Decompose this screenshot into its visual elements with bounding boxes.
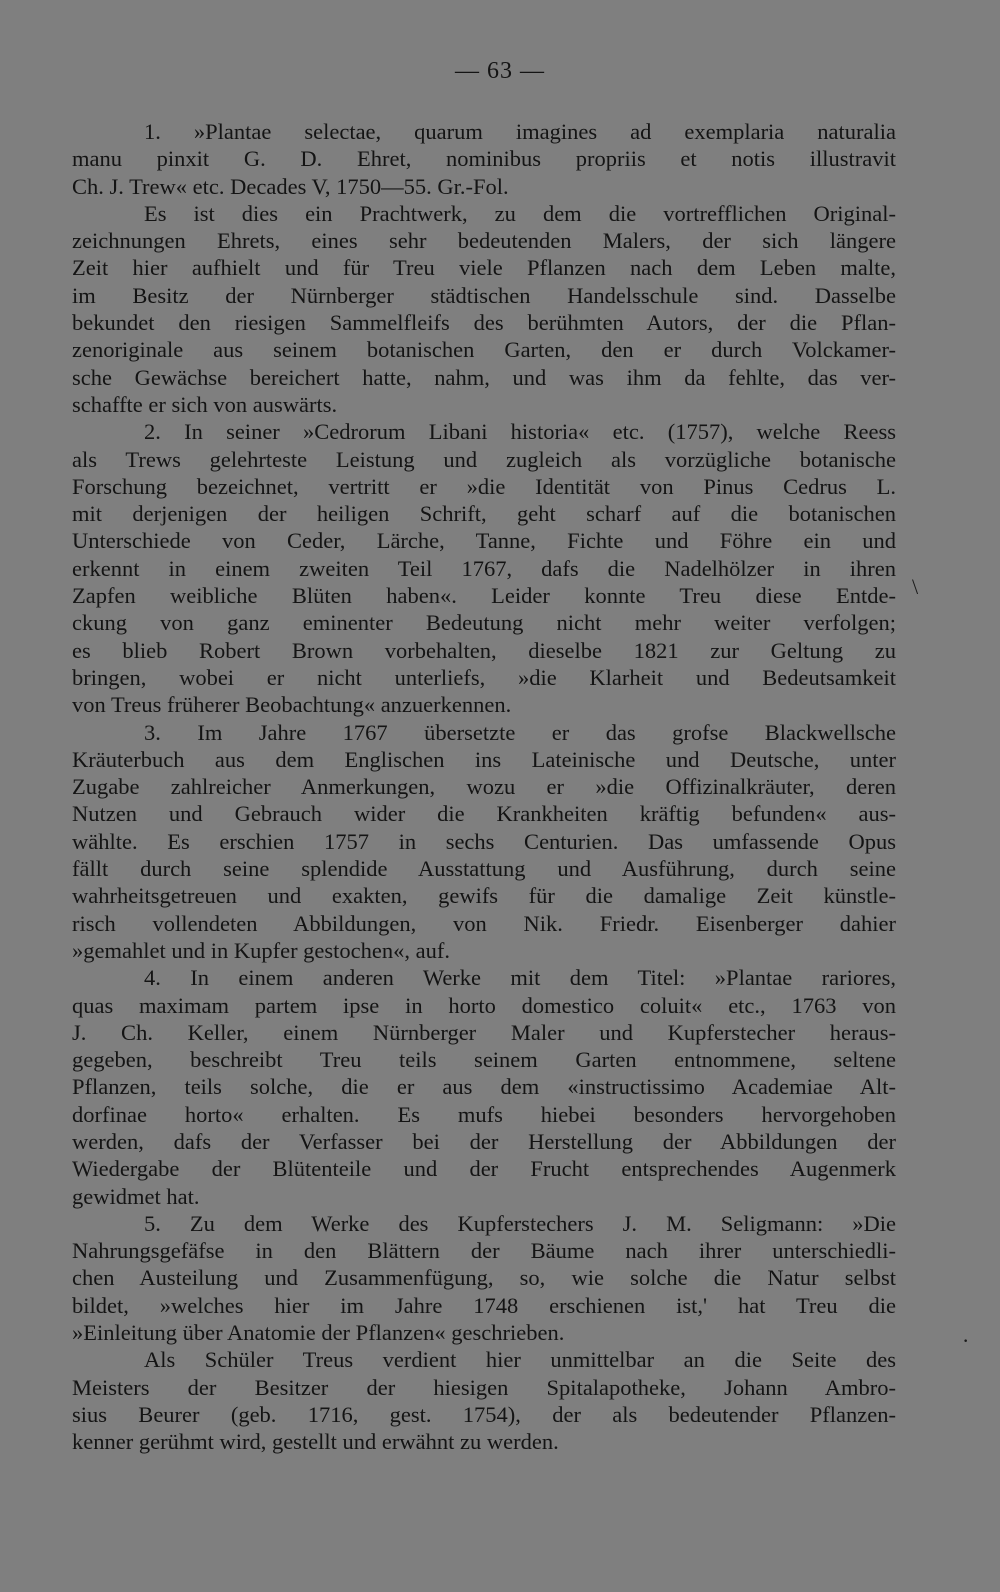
- text-line: Nahrungsgefäfse in den Blättern der Bäume nach ihrer unterschiedli-: [72, 1238, 896, 1264]
- text-line: Meisters der Besitzer der hiesigen Spitalapotheke, Johann Ambro-: [72, 1374, 896, 1400]
- text-line: Unterschiede von Ceder, Lärche, Tanne, Fichte und Föhre ein und: [72, 528, 896, 554]
- text-line: zeichnungen Ehrets, eines sehr bedeutenden Malers, der sich längere: [72, 228, 896, 254]
- text-line: Pflanzen, teils solche, die er aus dem «instructissimo Academiae Alt-: [72, 1074, 896, 1100]
- text-line: Es ist dies ein Prachtwerk, zu dem die vortrefflichen Original-: [144, 200, 896, 226]
- text-line: fällt durch seine splendide Ausstattung und Ausführung, durch seine: [72, 856, 896, 882]
- paragraph-item-3: [72, 719, 896, 965]
- text-line: 1. »Plantae selectae, quarum imagines ad exemplaria naturalia: [144, 119, 896, 144]
- text-line: 2. In seiner »Cedrorum Libani historia« etc. (1757), welche Reess: [144, 419, 896, 445]
- text-line: ckung von ganz eminenter Bedeutung nicht mehr weiter verfolgen;: [72, 610, 896, 636]
- paragraph-item-5: [72, 1210, 896, 1346]
- text-line: 4. In einem anderen Werke mit dem Titel: »Plantae rariores,: [144, 965, 896, 991]
- text-line: gewidmet hat.: [72, 1183, 200, 1209]
- text-line: im Besitz der Nürnberger städtischen Handelsschule sind. Dasselbe: [72, 282, 896, 308]
- text-line: gegeben, beschreibt Treu teils seinem Garten entnommene, seltene: [72, 1047, 896, 1073]
- text-line: Zeit hier aufhielt und für Treu viele Pflanzen nach dem Leben malte,: [72, 255, 896, 281]
- text-line: wahrheitsgetreuen und exakten, gewifs für die damalige Zeit künstle-: [72, 883, 896, 909]
- page-body: [72, 118, 896, 1456]
- text-line: »gemahlet und in Kupfer gestochen«, auf.: [72, 937, 451, 963]
- text-line: Forschung bezeichnet, vertritt er »die Identität von Pinus Cedrus L.: [72, 473, 896, 499]
- text-line: mit derjenigen der heiligen Schrift, geht scharf auf die botanischen: [72, 501, 896, 527]
- text-line: erkennt in einem zweiten Teil 1767, dafs die Nadelhölzer in ihren: [72, 555, 896, 581]
- text-line: Nutzen und Gebrauch wider die Krankheiten kräftig befunden« aus-: [72, 801, 896, 827]
- text-line: bringen, wobei er nicht unterliefs, »die Klarheit und Bedeutsamkeit: [72, 664, 896, 690]
- text-line: risch vollendeten Abbildungen, von Nik. Friedr. Eisenberger dahier: [72, 910, 896, 936]
- text-line: sche Gewächse bereichert hatte, nahm, und was ihm da fehlte, das ver-: [72, 364, 896, 390]
- text-line: Kräuterbuch aus dem Englischen ins Lateinische und Deutsche, unter: [72, 746, 896, 772]
- text-line: Als Schüler Treus verdient hier unmittelbar an die Seite des: [144, 1347, 896, 1373]
- margin-mark: ·: [962, 1328, 970, 1353]
- text-line: schaffte er sich von auswärts.: [72, 391, 338, 417]
- text-line: quas maximam partem ipse in horto domestico coluit« etc., 1763 von: [72, 992, 896, 1018]
- text-line: sius Beurer (geb. 1716, gest. 1754), der als bedeutender Pflanzen-: [72, 1401, 896, 1427]
- text-line: chen Austeilung und Zusammenfügung, so, wie solche die Natur selbst: [72, 1265, 896, 1291]
- text-line: werden, dafs der Verfasser bei der Herstellung der Abbildungen der: [72, 1128, 896, 1154]
- text-line: 5. Zu dem Werke des Kupferstechers J. M. Seligmann: »Die: [144, 1210, 896, 1236]
- text-line: wählte. Es erschien 1757 in sechs Centurien. Das umfassende Opus: [72, 828, 896, 854]
- text-line: J. Ch. Keller, einem Nürnberger Maler und Kupferstecher heraus-: [72, 1019, 896, 1045]
- text-line: als Trews gelehrteste Leistung und zugleich als vorzügliche botanische: [72, 446, 896, 472]
- margin-mark: \: [912, 574, 919, 599]
- text-line: Wiedergabe der Blütenteile und der Frucht entsprechendes Augenmerk: [72, 1156, 896, 1182]
- text-line: manu pinxit G. D. Ehret, nominibus propriis et notis illustravit: [72, 146, 896, 172]
- text-line: Ch. J. Trew« etc. Decades V, 1750—55. Gr.-Fol.: [72, 173, 509, 199]
- paragraph-item-2: [72, 418, 896, 718]
- text-line: bildet, »welches hier im Jahre 1748 erschienen ist,' hat Treu die: [72, 1292, 896, 1318]
- text-line: dorfinae horto« erhalten. Es mufs hiebei besonders hervorgehoben: [72, 1101, 896, 1127]
- text-line: von Treus früherer Beobachtung« anzuerkennen.: [72, 692, 512, 718]
- text-line: Zugabe zahlreicher Anmerkungen, wozu er »die Offizinalkräuter, deren: [72, 774, 896, 800]
- text-line: zenoriginale aus seinem botanischen Garten, den er durch Volckamer-: [72, 337, 896, 363]
- text-line: 3. Im Jahre 1767 übersetzte er das grofse Blackwellsche: [144, 719, 896, 745]
- page-number: — 63 —: [455, 58, 545, 84]
- text-line: bekundet den riesigen Sammelfleifs des berühmten Autors, der die Pflan-: [72, 310, 896, 336]
- paragraph-item-4: [72, 964, 896, 1210]
- paragraph-closing: [72, 1346, 896, 1455]
- paragraph-item-1: [72, 118, 896, 418]
- text-line: »Einleitung über Anatomie der Pflanzen« geschrieben.: [72, 1320, 565, 1346]
- text-line: Zapfen weibliche Blüten haben«. Leider konnte Treu diese Entde-: [72, 583, 896, 609]
- text-line: es blieb Robert Brown vorbehalten, dieselbe 1821 zur Geltung zu: [72, 637, 896, 663]
- text-line: kenner gerühmt wird, gestellt und erwähnt zu werden.: [72, 1429, 559, 1455]
